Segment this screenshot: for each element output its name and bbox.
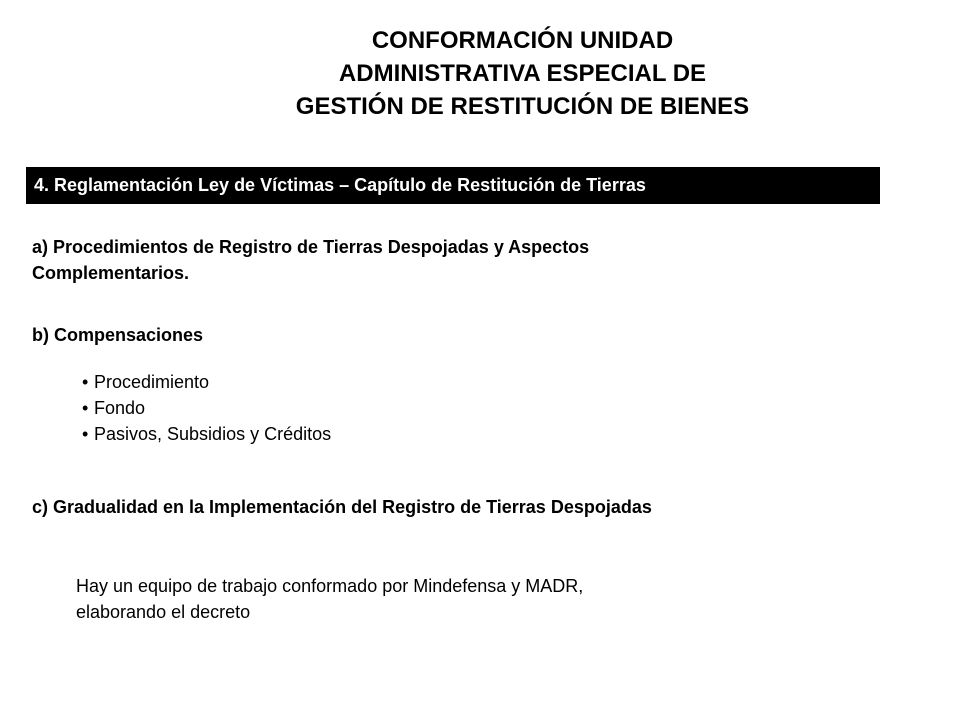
title-line-1: CONFORMACIÓN UNIDAD: [371, 27, 674, 54]
bullet-item: [82, 369, 331, 395]
item-b-compensaciones: [32, 322, 203, 348]
bullet-item: [82, 395, 331, 421]
bullet-item: [82, 421, 331, 447]
item-a-procedimientos: [32, 234, 589, 286]
bullet-text: Pasivos, Subsidios y Créditos: [94, 424, 332, 444]
bullet-mark: •: [82, 398, 89, 418]
section-heading-bar: [26, 167, 880, 204]
item-c-gradualidad: [32, 494, 652, 520]
note-paragraph: [76, 573, 583, 625]
bullet-mark: •: [82, 372, 89, 392]
compensaciones-bullet-list: [82, 369, 331, 447]
item-a-line-2: Complementarios.: [32, 263, 190, 283]
bullet-mark: •: [82, 424, 89, 444]
item-a-line-1: a) Procedimientos de Registro de Tierras Despojadas y Aspectos: [32, 237, 590, 257]
note-line-1: Hay un equipo de trabajo conformado por Mindefensa y MADR,: [76, 576, 584, 596]
bullet-text: Fondo: [94, 398, 146, 418]
section-heading: 4. Reglamentación Ley de Víctimas – Capítulo de Restitución de Tierras: [34, 175, 646, 195]
item-b-label: b) Compensaciones: [32, 325, 204, 345]
bullet-text: Procedimiento: [94, 372, 210, 392]
item-c-label: c) Gradualidad en la Implementación del Registro de Tierras Despojadas: [32, 497, 652, 517]
title-line-2: ADMINISTRATIVA ESPECIAL DE: [338, 60, 707, 87]
title-line-3: GESTIÓN DE RESTITUCIÓN DE BIENES: [295, 93, 750, 120]
note-line-2: elaborando el decreto: [76, 602, 251, 622]
slide-title: [200, 24, 845, 123]
